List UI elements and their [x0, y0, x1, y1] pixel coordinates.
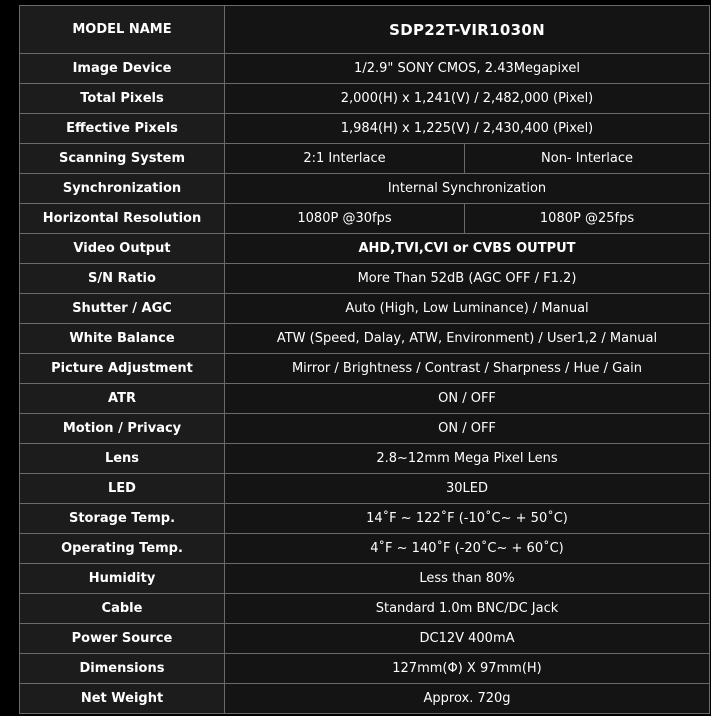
spec-label: Storage Temp. [20, 504, 225, 534]
spec-value-interlace: 2:1 Interlace [225, 144, 465, 174]
spec-row-dimensions [20, 654, 710, 684]
spec-value: ON / OFF [225, 384, 710, 414]
spec-row-operating-temp [20, 534, 710, 564]
spec-value: Mirror / Brightness / Contrast / Sharpness / Hue / Gain [225, 354, 710, 384]
spec-row-storage-temp [20, 504, 710, 534]
model-name-label: MODEL NAME [20, 6, 225, 54]
spec-label: White Balance [20, 324, 225, 354]
spec-value: 2.8~12mm Mega Pixel Lens [225, 444, 710, 474]
spec-row-sn-ratio [20, 264, 710, 294]
spec-row-atr [20, 384, 710, 414]
spec-label: Picture Adjustment [20, 354, 225, 384]
spec-label: S/N Ratio [20, 264, 225, 294]
spec-row-motion-privacy [20, 414, 710, 444]
spec-value-non-interlace: Non- Interlace [465, 144, 710, 174]
spec-row-synchronization [20, 174, 710, 204]
spec-value: Standard 1.0m BNC/DC Jack [225, 594, 710, 624]
spec-row-lens [20, 444, 710, 474]
spec-row-total-pixels [20, 84, 710, 114]
spec-value-30fps: 1080P @30fps [225, 204, 465, 234]
spec-value: 127mm(Φ) X 97mm(H) [225, 654, 710, 684]
spec-value: 14˚F ~ 122˚F (-10˚C~ + 50˚C) [225, 504, 710, 534]
spec-label: Net Weight [20, 684, 225, 714]
model-name-value: SDP22T-VIR1030N [225, 6, 710, 54]
spec-label: Synchronization [20, 174, 225, 204]
spec-value: ON / OFF [225, 414, 710, 444]
spec-label: Motion / Privacy [20, 414, 225, 444]
spec-row-video-output [20, 234, 710, 264]
spec-value: Internal Synchronization [225, 174, 710, 204]
spec-table [19, 5, 710, 714]
spec-label: Power Source [20, 624, 225, 654]
spec-row-power-source [20, 624, 710, 654]
spec-label: Horizontal Resolution [20, 204, 225, 234]
spec-label: ATR [20, 384, 225, 414]
spec-value: Less than 80% [225, 564, 710, 594]
spec-row-white-balance [20, 324, 710, 354]
spec-value: Auto (High, Low Luminance) / Manual [225, 294, 710, 324]
spec-value-25fps: 1080P @25fps [465, 204, 710, 234]
spec-label: Effective Pixels [20, 114, 225, 144]
spec-label: Total Pixels [20, 84, 225, 114]
spec-value: 30LED [225, 474, 710, 504]
spec-label: LED [20, 474, 225, 504]
spec-value: 2,000(H) x 1,241(V) / 2,482,000 (Pixel) [225, 84, 710, 114]
spec-row-net-weight [20, 684, 710, 714]
spec-label: Lens [20, 444, 225, 474]
spec-label: Operating Temp. [20, 534, 225, 564]
spec-label: Humidity [20, 564, 225, 594]
spec-value: 4˚F ~ 140˚F (-20˚C~ + 60˚C) [225, 534, 710, 564]
spec-row-cable [20, 594, 710, 624]
spec-label: Image Device [20, 54, 225, 84]
spec-value: Approx. 720g [225, 684, 710, 714]
spec-label: Scanning System [20, 144, 225, 174]
spec-row-led [20, 474, 710, 504]
spec-row-effective-pixels [20, 114, 710, 144]
spec-value: 1,984(H) x 1,225(V) / 2,430,400 (Pixel) [225, 114, 710, 144]
spec-label: Video Output [20, 234, 225, 264]
spec-row-picture-adjustment [20, 354, 710, 384]
header-row [20, 6, 710, 54]
spec-row-image-device [20, 54, 710, 84]
spec-label: Dimensions [20, 654, 225, 684]
spec-value: AHD,TVI,CVI or CVBS OUTPUT [225, 234, 710, 264]
spec-row-horizontal-resolution [20, 204, 710, 234]
spec-row-shutter-agc [20, 294, 710, 324]
spec-row-scanning-system [20, 144, 710, 174]
spec-value: DC12V 400mA [225, 624, 710, 654]
spec-label: Shutter / AGC [20, 294, 225, 324]
spec-label: Cable [20, 594, 225, 624]
spec-value: More Than 52dB (AGC OFF / F1.2) [225, 264, 710, 294]
spec-value: 1/2.9" SONY CMOS, 2.43Megapixel [225, 54, 710, 84]
spec-row-humidity [20, 564, 710, 594]
spec-value: ATW (Speed, Dalay, ATW, Environment) / User1,2 / Manual [225, 324, 710, 354]
